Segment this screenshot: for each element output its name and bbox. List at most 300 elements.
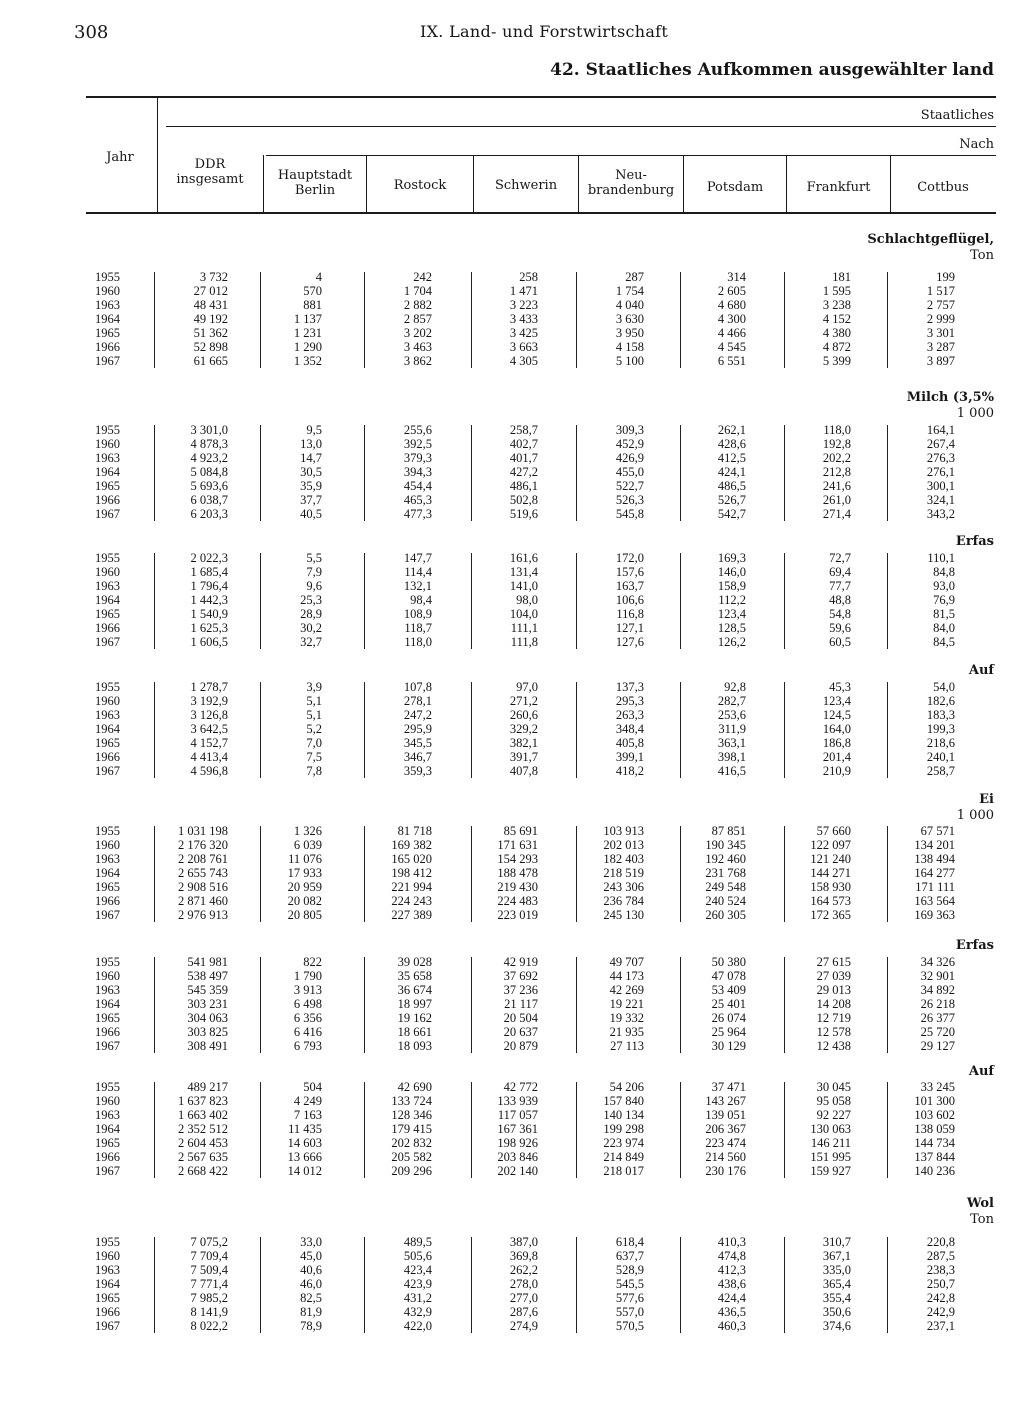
value-cell: 172 365 [810,908,851,922]
district-column [448,551,538,649]
value-cell: 237,1 [926,1319,955,1333]
value-cell: 40,6 [300,1263,322,1277]
value-cell: 143 267 [705,1094,746,1108]
value-cell: 34 326 [920,955,955,969]
column-separator [576,682,577,778]
year-cell: 1963 [95,451,120,465]
value-cell: 20 082 [287,894,322,908]
value-cell: 49 192 [193,312,228,326]
ddr-total-column [138,955,228,1053]
header-district [789,180,888,195]
column-separator [680,553,681,649]
value-cell: 2 605 [717,284,746,298]
ddr-total-column [138,1235,228,1333]
value-cell: 324,1 [926,493,955,507]
value-cell: 171 631 [497,838,538,852]
district-column [448,1080,538,1178]
value-cell: 329,2 [509,722,538,736]
value-cell: 557,0 [615,1305,644,1319]
value-cell: 1 704 [403,284,432,298]
value-cell: 67 571 [920,824,955,838]
value-cell: 300,1 [926,479,955,493]
value-cell: 209 296 [391,1164,432,1178]
column-separator [471,682,472,778]
value-cell: 98,0 [516,593,538,607]
column-separator [260,272,261,368]
value-cell: 424,1 [717,465,746,479]
section-label [907,390,994,422]
district-column [761,955,851,1053]
value-cell: 12 438 [816,1039,851,1053]
value-cell: 348,4 [615,722,644,736]
value-cell: 146 211 [810,1136,851,1150]
value-cell: 138 059 [914,1122,955,1136]
column-separator [576,1237,577,1333]
column-separator [154,682,155,778]
value-cell: 172,0 [615,551,644,565]
value-cell: 227 389 [391,908,432,922]
value-cell: 2 668 422 [178,1164,228,1178]
value-cell: 165 020 [391,852,432,866]
value-cell: 59,6 [829,621,851,635]
value-cell: 87 851 [711,824,746,838]
value-cell: 14 208 [816,997,851,1011]
year-cell: 1960 [95,284,120,298]
year-cell: 1966 [95,1150,120,1164]
section-label [957,792,994,824]
value-cell: 460,3 [717,1319,746,1333]
value-cell: 26 377 [920,1011,955,1025]
value-cell: 54 206 [609,1080,644,1094]
value-cell: 198 412 [391,866,432,880]
value-cell: 7,9 [306,565,322,579]
value-cell: 157 840 [603,1094,644,1108]
district-column [232,1235,322,1333]
year-cell: 1966 [95,1025,120,1039]
section-label [867,232,994,264]
value-cell: 392,5 [403,437,432,451]
value-cell: 263,3 [615,708,644,722]
value-cell: 199 [936,270,955,284]
value-cell: 13 666 [287,1150,322,1164]
column-separator [260,1082,261,1178]
value-cell: 92,8 [724,680,746,694]
section-unit: 1 000 [956,808,994,823]
year-cell: 1967 [95,1319,120,1333]
value-cell: 374,6 [822,1319,851,1333]
value-cell: 77,7 [829,579,851,593]
value-cell: 303 231 [187,997,228,1011]
column-separator [364,1082,365,1178]
value-cell: 29 127 [920,1039,955,1053]
value-cell: 84,0 [933,621,955,635]
year-cell: 1964 [95,1122,120,1136]
value-cell: 4 040 [615,298,644,312]
value-cell: 387,0 [509,1235,538,1249]
value-cell: 489 217 [187,1080,228,1094]
value-cell: 210,9 [822,764,851,778]
value-cell: 1 595 [822,284,851,298]
value-cell: 9,6 [306,579,322,593]
value-cell: 57 660 [816,824,851,838]
value-cell: 4 596,8 [190,764,228,778]
value-cell: 350,6 [822,1305,851,1319]
value-cell: 5,5 [306,551,322,565]
district-column [554,270,644,368]
header-district-line2: brandenburg [587,183,675,198]
value-cell: 20 504 [503,1011,538,1025]
section-title: Ei [979,792,994,807]
section-label [956,534,994,550]
value-cell: 541 981 [187,955,228,969]
value-cell: 271,4 [822,507,851,521]
column-separator [471,272,472,368]
value-cell: 223 974 [603,1136,644,1150]
column-separator [364,682,365,778]
value-cell: 3 126,8 [190,708,228,722]
year-cell: 1964 [95,593,120,607]
value-cell: 32,7 [300,635,322,649]
year-cell: 1960 [95,694,120,708]
value-cell: 158,9 [717,579,746,593]
value-cell: 11 435 [288,1122,322,1136]
value-cell: 238,3 [926,1263,955,1277]
value-cell: 258,7 [509,423,538,437]
value-cell: 423,4 [403,1263,432,1277]
value-cell: 1 790 [293,969,322,983]
value-cell: 262,1 [717,423,746,437]
value-cell: 144 271 [810,866,851,880]
header-district [369,178,471,193]
section-unit: Ton [970,248,994,263]
value-cell: 1 540,9 [190,607,228,621]
value-cell: 454,4 [403,479,432,493]
value-cell: 111,8 [510,635,538,649]
value-cell: 179 415 [391,1122,432,1136]
value-cell: 218,6 [926,736,955,750]
value-cell: 2 604 453 [178,1136,228,1150]
value-cell: 7,0 [306,736,322,750]
value-cell: 37 692 [503,969,538,983]
value-cell: 379,3 [403,451,432,465]
header-district-line1: Hauptstadt [277,168,353,183]
value-cell: 167 361 [497,1122,538,1136]
column-separator [887,682,888,778]
column-separator [887,1237,888,1333]
value-cell: 416,5 [717,764,746,778]
column-separator [680,826,681,922]
value-cell: 570 [303,284,322,298]
value-cell: 426,9 [615,451,644,465]
column-separator [471,957,472,1053]
value-cell: 45,3 [829,680,851,694]
value-cell: 6 038,7 [190,493,228,507]
district-column [865,1235,955,1333]
column-separator [154,826,155,922]
value-cell: 3 192,9 [190,694,228,708]
value-cell: 314 [727,270,746,284]
header-divider [157,98,158,212]
value-cell: 545 359 [187,983,228,997]
value-cell: 412,5 [717,451,746,465]
value-cell: 474,8 [717,1249,746,1263]
district-column [342,423,432,521]
value-cell: 355,4 [822,1291,851,1305]
district-column [554,824,644,922]
value-cell: 103 913 [603,824,644,838]
year-column [70,551,120,649]
value-cell: 432,9 [403,1305,432,1319]
value-cell: 25,3 [300,593,322,607]
value-cell: 455,0 [615,465,644,479]
value-cell: 3 950 [615,326,644,340]
value-cell: 3 630 [615,312,644,326]
value-cell: 7 163 [293,1108,322,1122]
value-cell: 436,5 [717,1305,746,1319]
district-column [342,680,432,778]
value-cell: 137,3 [615,680,644,694]
column-separator [887,272,888,368]
value-cell: 4 152,7 [190,736,228,750]
district-column [865,270,955,368]
value-cell: 164,1 [926,423,955,437]
value-cell: 42 269 [609,983,644,997]
section-unit: Ton [970,1212,994,1227]
year-cell: 1965 [95,326,120,340]
value-cell: 2 567 635 [178,1150,228,1164]
value-cell: 367,1 [822,1249,851,1263]
value-cell: 1 290 [293,340,322,354]
value-cell: 4 680 [717,298,746,312]
value-cell: 359,3 [403,764,432,778]
value-cell: 92 227 [816,1108,851,1122]
district-column [554,955,644,1053]
value-cell: 242 [413,270,432,284]
district-column [342,955,432,1053]
year-cell: 1966 [95,493,120,507]
value-cell: 231 768 [705,866,746,880]
value-cell: 44 173 [609,969,644,983]
value-cell: 3 202 [403,326,432,340]
value-cell: 522,7 [615,479,644,493]
value-cell: 1 442,3 [190,593,228,607]
column-separator [887,553,888,649]
value-cell: 33 245 [920,1080,955,1094]
value-cell: 186,8 [822,736,851,750]
year-cell: 1963 [95,1263,120,1277]
year-cell: 1967 [95,1039,120,1053]
value-cell: 220,8 [926,1235,955,1249]
value-cell: 101 300 [914,1094,955,1108]
column-separator [680,682,681,778]
header-divider [578,155,579,212]
value-cell: 20 805 [287,908,322,922]
year-cell: 1960 [95,1094,120,1108]
value-cell: 218 017 [603,1164,644,1178]
district-column [554,1080,644,1178]
value-cell: 346,7 [403,750,432,764]
district-column [232,1080,322,1178]
district-column [342,270,432,368]
district-column [656,423,746,521]
section-title: Milch (3,5% [906,390,994,405]
value-cell: 505,6 [403,1249,432,1263]
value-cell: 277,0 [509,1291,538,1305]
value-cell: 365,4 [822,1277,851,1291]
value-cell: 131,4 [509,565,538,579]
value-cell: 303 825 [187,1025,228,1039]
value-cell: 202,2 [822,451,851,465]
column-separator [364,553,365,649]
year-cell: 1964 [95,722,120,736]
value-cell: 465,3 [403,493,432,507]
value-cell: 1 685,4 [190,565,228,579]
value-cell: 3 425 [509,326,538,340]
value-cell: 2 976 913 [178,908,228,922]
value-cell: 528,9 [615,1263,644,1277]
value-cell: 423,9 [403,1277,432,1291]
value-cell: 7,5 [306,750,322,764]
value-cell: 250,7 [926,1277,955,1291]
value-cell: 81 718 [397,824,432,838]
value-cell: 538 497 [187,969,228,983]
value-cell: 410,3 [717,1235,746,1249]
district-column [232,680,322,778]
column-separator [260,425,261,521]
value-cell: 282,7 [717,694,746,708]
header-district-line2: Berlin [294,183,336,198]
year-cell: 1955 [95,423,120,437]
value-cell: 30,2 [300,621,322,635]
year-cell: 1963 [95,852,120,866]
value-cell: 53 409 [711,983,746,997]
value-cell: 104,0 [509,607,538,621]
header-district-line1: Potsdam [706,180,764,195]
value-cell: 37,7 [300,493,322,507]
value-cell: 141,0 [509,579,538,593]
value-cell: 287,5 [926,1249,955,1263]
value-cell: 427,2 [509,465,538,479]
value-cell: 158 930 [810,880,851,894]
value-cell: 6 793 [293,1039,322,1053]
value-cell: 157,6 [615,565,644,579]
value-cell: 183,3 [926,708,955,722]
header-district-line1: Cottbus [917,180,969,195]
value-cell: 2 655 743 [178,866,228,880]
value-cell: 122 097 [810,838,851,852]
value-cell: 1 031 198 [178,824,228,838]
value-cell: 35,9 [300,479,322,493]
value-cell: 526,7 [717,493,746,507]
value-cell: 54,8 [829,607,851,621]
column-separator [471,553,472,649]
district-column [761,824,851,922]
value-cell: 21 117 [504,997,538,1011]
header-group-sub: Nach [959,137,994,152]
district-column [865,824,955,922]
year-cell: 1960 [95,969,120,983]
value-cell: 3 223 [509,298,538,312]
section-label [969,663,994,679]
value-cell: 424,4 [717,1291,746,1305]
value-cell: 308 491 [187,1039,228,1053]
value-cell: 40,5 [300,507,322,521]
column-separator [471,425,472,521]
value-cell: 190 345 [705,838,746,852]
value-cell: 218 519 [603,866,644,880]
value-cell: 405,8 [615,736,644,750]
value-cell: 137 844 [914,1150,955,1164]
value-cell: 343,2 [926,507,955,521]
section-title: Erfas [955,938,994,953]
value-cell: 32 901 [920,969,955,983]
value-cell: 267,4 [926,437,955,451]
column-separator [784,553,785,649]
value-cell: 118,0 [823,423,851,437]
section-label [956,938,994,954]
column-separator [576,425,577,521]
year-cell: 1963 [95,298,120,312]
header-district-line1: Frankfurt [806,180,871,195]
value-cell: 20 959 [287,880,322,894]
value-cell: 27 615 [816,955,851,969]
value-cell: 144 734 [914,1136,955,1150]
value-cell: 181 [832,270,851,284]
value-cell: 1 352 [293,354,322,368]
value-cell: 30,5 [300,465,322,479]
value-cell: 192 460 [705,852,746,866]
value-cell: 117 057 [497,1108,538,1122]
value-cell: 27 012 [193,284,228,298]
value-cell: 399,1 [615,750,644,764]
value-cell: 49 707 [609,955,644,969]
value-cell: 3 238 [822,298,851,312]
value-cell: 42 772 [503,1080,538,1094]
value-cell: 577,6 [615,1291,644,1305]
value-cell: 4 413,4 [190,750,228,764]
value-cell: 72,7 [829,551,851,565]
value-cell: 489,5 [403,1235,432,1249]
value-cell: 241,6 [822,479,851,493]
column-separator [680,272,681,368]
year-cell: 1963 [95,579,120,593]
column-separator [364,957,365,1053]
year-cell: 1966 [95,750,120,764]
value-cell: 2 208 761 [178,852,228,866]
value-cell: 7 075,2 [190,1235,228,1249]
value-cell: 230 176 [705,1164,746,1178]
value-cell: 81,9 [300,1305,322,1319]
value-cell: 4 152 [822,312,851,326]
column-separator [154,1082,155,1178]
value-cell: 182,6 [926,694,955,708]
value-cell: 382,1 [509,736,538,750]
year-cell: 1964 [95,465,120,479]
district-column [761,270,851,368]
value-cell: 3 897 [926,354,955,368]
value-cell: 169 363 [914,908,955,922]
ddr-total-column [138,1080,228,1178]
section-title: Auf [968,1064,994,1079]
header-district-line1: Neu- [615,168,647,183]
value-cell: 431,2 [403,1291,432,1305]
value-cell: 147,7 [403,551,432,565]
value-cell: 164 277 [914,866,955,880]
value-cell: 258,7 [926,764,955,778]
value-cell: 133 939 [497,1094,538,1108]
column-separator [576,957,577,1053]
value-cell: 6 551 [717,354,746,368]
